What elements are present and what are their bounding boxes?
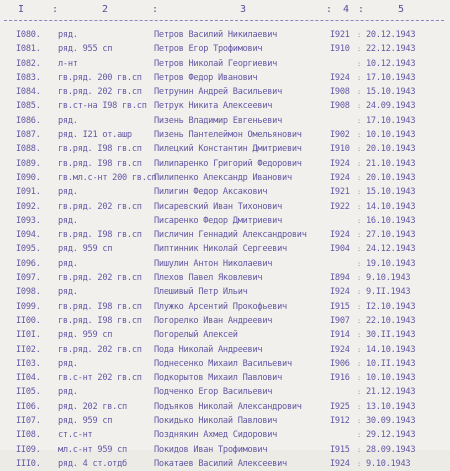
death-date: 27.10.1943	[366, 230, 416, 241]
full-name: Пилипенко Александр Иванович	[154, 172, 292, 183]
column-separator: :	[357, 288, 361, 297]
full-name: Писаренко Федор Дмитриевич	[154, 215, 283, 226]
unit-rank: гв.ряд. I98 гв.сп	[58, 230, 142, 241]
column-separator: :	[357, 188, 361, 197]
birth-year: I902	[330, 130, 350, 141]
death-date: 17.10.1943	[366, 115, 416, 126]
table-row	[0, 185, 450, 199]
record-number: I092.	[16, 201, 41, 212]
full-name: Плешивый Петр Ильич	[154, 287, 248, 298]
birth-year: I907	[330, 315, 350, 326]
birth-year: I924	[330, 230, 350, 241]
unit-rank: ряд. 959 сп	[58, 416, 113, 427]
unit-rank: ряд.	[58, 187, 78, 198]
unit-rank: ряд.	[58, 215, 78, 226]
header-separator: :	[152, 4, 159, 15]
unit-rank: гв.ряд. 202 гв.сп	[58, 87, 142, 98]
death-date: 10.II.1943	[366, 358, 416, 369]
column-separator: :	[357, 402, 361, 411]
table-row	[0, 242, 450, 256]
death-date: 15.10.1943	[366, 187, 416, 198]
death-date: 21.12.1943	[366, 387, 416, 398]
header-col-1: I	[18, 4, 25, 15]
unit-rank: ряд.	[58, 30, 78, 40]
full-name: Петрунин Андрей Васильевич	[154, 87, 283, 98]
table-row	[0, 343, 450, 357]
full-name: Писаревский Иван Тихонович	[154, 201, 283, 212]
record-number: I084.	[16, 87, 41, 98]
birth-year: I924	[330, 344, 350, 355]
birth-year: I915	[330, 301, 350, 312]
record-number: I094.	[16, 230, 41, 241]
death-date: 13.10.1943	[366, 401, 416, 412]
birth-year: I921	[330, 30, 350, 40]
unit-rank: ряд. 4 ст.отдб	[58, 458, 127, 469]
full-name: Плехов Павел Яковлевич	[154, 273, 263, 284]
death-date: 20.10.1943	[366, 144, 416, 155]
table-row	[0, 214, 450, 228]
record-number: I096.	[16, 258, 41, 269]
table-row	[0, 300, 450, 314]
full-name: Пизень Пантелеймон Омельянович	[154, 130, 302, 141]
unit-rank: гв.ряд. 200 гв.сп	[58, 72, 142, 83]
record-number: I086.	[16, 115, 41, 126]
table-row	[0, 28, 450, 42]
death-date: 10.10.1943	[366, 130, 416, 141]
table-row	[0, 385, 450, 399]
unit-rank: ст.с-нт	[58, 430, 93, 441]
record-number: I097.	[16, 273, 41, 284]
death-date: 9.10.1943	[366, 458, 411, 469]
column-separator: :	[357, 388, 361, 397]
table-row	[0, 57, 450, 71]
full-name: Петров Василий Никилаевич	[154, 30, 278, 40]
table-row	[0, 99, 450, 113]
death-date: 19.10.1943	[366, 258, 416, 269]
unit-rank: гв.ряд. I98 гв.сп	[58, 158, 142, 169]
column-separator: :	[357, 445, 361, 454]
full-name: Петрук Никита Алексеевич	[154, 101, 273, 112]
unit-rank: ряд. 959 сп	[58, 330, 113, 341]
column-separator: :	[357, 431, 361, 440]
birth-year: I915	[330, 444, 350, 455]
table-row	[0, 42, 450, 56]
full-name: Подъяков Николай Александрович	[154, 401, 302, 412]
unit-rank: гв.ряд. 202 гв.сп	[58, 273, 142, 284]
death-date: 17.10.1943	[366, 72, 416, 83]
birth-year: I921	[330, 187, 350, 198]
table-row	[0, 443, 450, 457]
unit-rank: гв.ряд. I98 гв.сп	[58, 315, 142, 326]
death-date: 20.10.1943	[366, 172, 416, 183]
birth-year: I906	[330, 358, 350, 369]
header-col-2: 2	[102, 4, 109, 15]
table-row	[0, 428, 450, 442]
record-number: I080.	[16, 30, 41, 40]
records-list	[0, 28, 450, 471]
birth-year: I925	[330, 401, 350, 412]
record-number: I088.	[16, 144, 41, 155]
unit-rank: ряд. 959 сп	[58, 244, 113, 255]
record-number: I095.	[16, 244, 41, 255]
full-name: Подченко Егор Васильевич	[154, 387, 273, 398]
death-date: 9.II.1943	[366, 287, 411, 298]
table-row	[0, 114, 450, 128]
table-header	[0, 0, 450, 20]
table-row	[0, 314, 450, 328]
record-number: I083.	[16, 72, 41, 83]
unit-rank: гв.ряд. I98 гв.сп	[58, 301, 142, 312]
full-name: Петров Федор Иванович	[154, 72, 258, 83]
unit-rank: гв.мл.с-нт 200 гв.сп	[58, 172, 157, 183]
column-separator: :	[357, 102, 361, 111]
record-number: I090.	[16, 172, 41, 183]
column-separator: :	[357, 31, 361, 39]
table-row	[0, 228, 450, 242]
record-number: II02.	[16, 344, 41, 355]
unit-rank: гв.ряд. 202 гв.сп	[58, 201, 142, 212]
birth-year: I894	[330, 273, 350, 284]
death-date: 24.09.1943	[366, 101, 416, 112]
death-date: I2.10.1943	[366, 301, 416, 312]
column-separator: :	[357, 345, 361, 354]
unit-rank: гв.ст-на I98 гв.сп	[58, 101, 147, 112]
birth-year: I910	[330, 144, 350, 155]
record-number: II09.	[16, 444, 41, 455]
birth-year: I908	[330, 87, 350, 98]
full-name: Пиптинник Николай Сергеевич	[154, 244, 287, 255]
column-separator: :	[357, 459, 361, 468]
unit-rank: ряд. 202 гв.сп	[58, 401, 127, 412]
birth-year: I924	[330, 458, 350, 469]
record-number: II05.	[16, 387, 41, 398]
table-row	[0, 285, 450, 299]
death-date: 14.10.1943	[366, 201, 416, 212]
table-row	[0, 71, 450, 85]
record-number: I081.	[16, 44, 41, 55]
death-date: 21.10.1943	[366, 158, 416, 169]
full-name: Пода Николай Андреевич	[154, 344, 263, 355]
birth-year: I914	[330, 330, 350, 341]
full-name: Позднякин Ахмед Сидорович	[154, 430, 278, 441]
full-name: Петров Николай Георгиевич	[154, 58, 278, 69]
table-row	[0, 271, 450, 285]
header-separator: :	[52, 4, 59, 15]
table-row	[0, 400, 450, 414]
header-col-5: 5	[398, 4, 405, 15]
birth-year: I912	[330, 416, 350, 427]
table-row	[0, 171, 450, 185]
unit-rank: ряд.	[58, 387, 78, 398]
unit-rank: гв.с-нт 202 гв.сп	[58, 373, 142, 384]
record-number: II03.	[16, 358, 41, 369]
record-number: I099.	[16, 301, 41, 312]
unit-rank: гв.ряд. I98 гв.сп	[58, 144, 142, 155]
full-name: Петров Егор Трофимович	[154, 44, 263, 55]
record-number: I098.	[16, 287, 41, 298]
record-number: II0I.	[16, 330, 41, 341]
record-number: I085.	[16, 101, 41, 112]
table-row	[0, 142, 450, 156]
column-separator: :	[357, 331, 361, 340]
death-date: 22.10.1943	[366, 315, 416, 326]
full-name: Покидько Николай Павлович	[154, 416, 278, 427]
column-separator: :	[357, 259, 361, 268]
record-number: II07.	[16, 416, 41, 427]
death-date: 10.12.1943	[366, 58, 416, 69]
column-separator: :	[357, 73, 361, 82]
death-date: 20.12.1943	[366, 30, 416, 40]
full-name: Погорелый Алексей	[154, 330, 238, 341]
death-date: 28.09.1943	[366, 444, 416, 455]
unit-rank: ряд.	[58, 358, 78, 369]
column-separator: :	[357, 59, 361, 68]
full-name: Пишулин Антон Николаевич	[154, 258, 273, 269]
table-row	[0, 85, 450, 99]
header-col-3: 3	[240, 4, 247, 15]
birth-year: I924	[330, 172, 350, 183]
column-separator: :	[357, 131, 361, 140]
full-name: Поднесенко Михаил Васильевич	[154, 358, 292, 369]
table-row	[0, 157, 450, 171]
death-date: 29.12.1943	[366, 430, 416, 441]
death-date: 14.10.1943	[366, 344, 416, 355]
unit-rank: ряд. 955 сп	[58, 44, 113, 55]
birth-year: I924	[330, 72, 350, 83]
birth-year: I916	[330, 373, 350, 384]
column-separator: :	[357, 159, 361, 168]
table-row	[0, 371, 450, 385]
column-separator: :	[357, 88, 361, 97]
header-separator: :	[358, 4, 365, 15]
full-name: Покатаев Василий Алексеевич	[154, 458, 287, 469]
full-name: Писличин Геннадий Александрович	[154, 230, 307, 241]
record-number: I082.	[16, 58, 41, 69]
column-separator: :	[357, 116, 361, 125]
column-separator: :	[357, 417, 361, 426]
header-rule	[4, 20, 444, 21]
birth-year: I922	[330, 201, 350, 212]
record-number: II00.	[16, 315, 41, 326]
record-number: II08.	[16, 430, 41, 441]
birth-year: I908	[330, 101, 350, 112]
full-name: Покидов Иван Трофимович	[154, 444, 268, 455]
record-number: I087.	[16, 130, 41, 141]
column-separator: :	[357, 145, 361, 154]
column-separator: :	[357, 274, 361, 283]
unit-rank: ряд.	[58, 115, 78, 126]
full-name: Пилигин Федор Аксакович	[154, 187, 268, 198]
unit-rank: ряд. I21 от.ашр	[58, 130, 132, 141]
unit-rank: мл.с-нт 959 сп	[58, 444, 127, 455]
column-separator: :	[357, 316, 361, 325]
record-number: II06.	[16, 401, 41, 412]
column-separator: :	[357, 231, 361, 240]
full-name: Пизень Владимир Евгеньевич	[154, 115, 283, 126]
column-separator: :	[357, 359, 361, 368]
header-separator: :	[326, 4, 333, 15]
death-date: 16.10.1943	[366, 215, 416, 226]
unit-rank: ряд.	[58, 258, 78, 269]
death-date: 30.II.1943	[366, 330, 416, 341]
table-row	[0, 257, 450, 271]
full-name: Подкорытов Михаил Павлович	[154, 373, 283, 384]
header-col-4: 4	[343, 4, 350, 15]
full-name: Пилипаренко Григорий Федорович	[154, 158, 302, 169]
full-name: Пилецкий Константин Дмитриевич	[154, 144, 302, 155]
table-row	[0, 200, 450, 214]
table-row	[0, 328, 450, 342]
table-row	[0, 357, 450, 371]
full-name: Плужко Арсентий Прокофьевич	[154, 301, 287, 312]
table-row	[0, 457, 450, 471]
birth-year: I904	[330, 244, 350, 255]
column-separator: :	[357, 374, 361, 383]
death-date: 30.09.1943	[366, 416, 416, 427]
table-row	[0, 128, 450, 142]
death-date: 15.10.1943	[366, 87, 416, 98]
unit-rank: гв.ряд. 202 гв.сп	[58, 344, 142, 355]
record-number: I093.	[16, 215, 41, 226]
death-date: 22.12.1943	[366, 44, 416, 55]
column-separator: :	[357, 173, 361, 182]
unit-rank: л-нт	[58, 58, 78, 69]
record-number: I089.	[16, 158, 41, 169]
record-number: III0.	[16, 458, 41, 469]
column-separator: :	[357, 245, 361, 254]
record-number: I091.	[16, 187, 41, 198]
column-separator: :	[357, 202, 361, 211]
death-date: 10.10.1943	[366, 373, 416, 384]
table-row	[0, 414, 450, 428]
death-date: 9.10.1943	[366, 273, 411, 284]
birth-year: I924	[330, 287, 350, 298]
column-separator: :	[357, 302, 361, 311]
column-separator: :	[357, 216, 361, 225]
birth-year: I910	[330, 44, 350, 55]
column-separator: :	[357, 45, 361, 54]
full-name: Погорелко Иван Андреевич	[154, 315, 273, 326]
record-number: II04.	[16, 373, 41, 384]
death-date: 24.12.1943	[366, 244, 416, 255]
birth-year: I924	[330, 158, 350, 169]
unit-rank: ряд.	[58, 287, 78, 298]
